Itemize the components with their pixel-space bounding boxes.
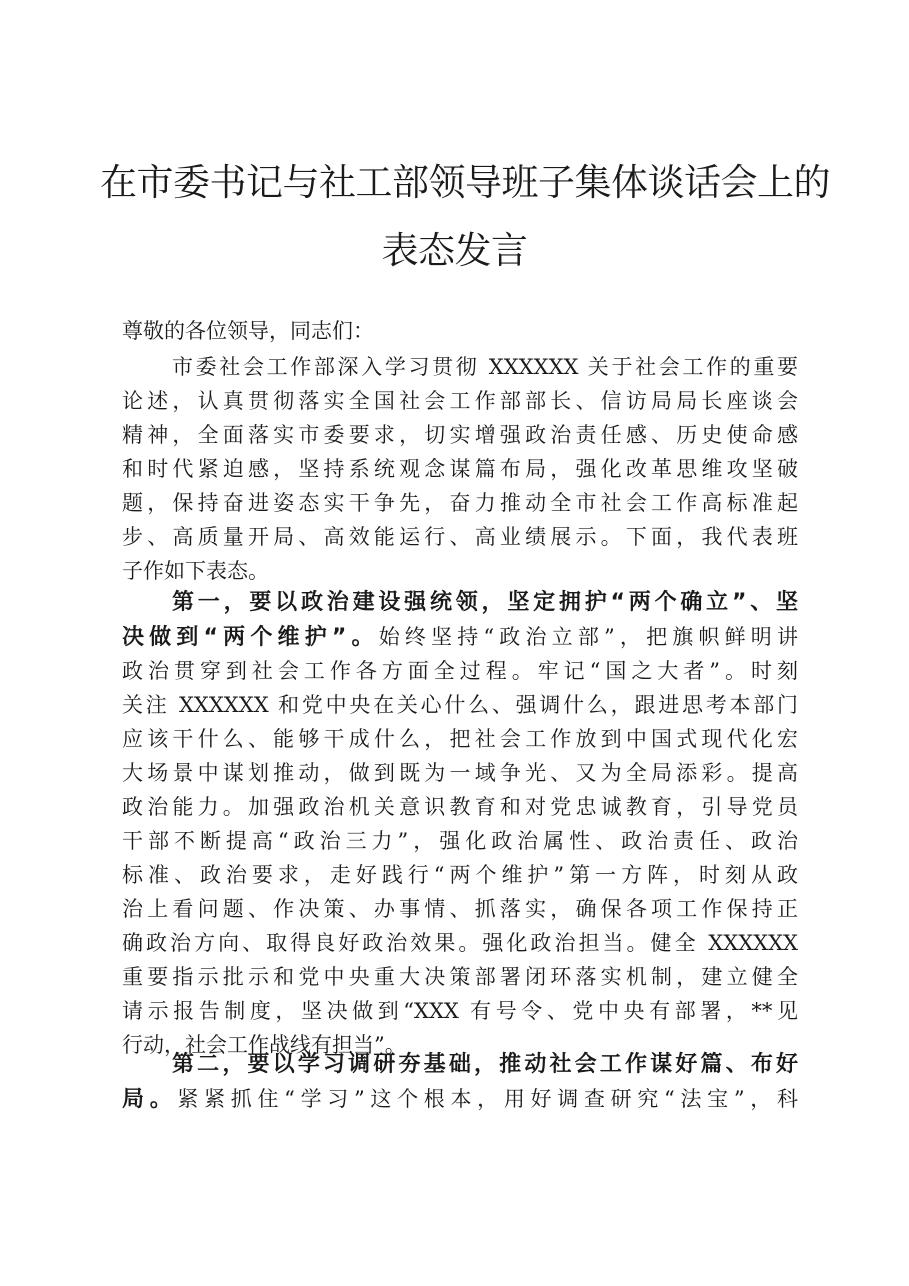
section-heading-line: 第一，要以政治建设强统领，坚定拥护“两个确立”、坚 bbox=[172, 590, 798, 615]
paragraph-3 bbox=[122, 1048, 798, 1116]
paragraph-2 bbox=[122, 586, 798, 1062]
paragraph-line: 请示报告制度，坚决做到“XXX 有号令、党中央有部署，**见 bbox=[122, 999, 798, 1023]
paragraph-line bbox=[122, 1082, 798, 1116]
paragraph-text: 紧紧抓住“学习”这个根本，用好调查研究“法宝”，科 bbox=[177, 1087, 798, 1111]
salutation: 尊敬的各位领导，同志们： bbox=[122, 319, 374, 343]
section-heading-line: 第二，要以学习调研夯基础，推动社会工作谋好篇、布好 bbox=[172, 1052, 798, 1077]
paragraph-text: 始终坚持“政治立部”，把旗帜鲜明讲 bbox=[378, 625, 798, 649]
paragraph-line: 步、高质量开局、高效能运行、高业绩展示。下面，我代表班 bbox=[122, 525, 798, 549]
document-title-line-2: 表态发言 bbox=[381, 229, 528, 272]
paragraph-line bbox=[122, 620, 798, 654]
paragraph-line: 题，保持奋进姿态实干争先，奋力推动全市社会工作高标准起 bbox=[122, 491, 798, 515]
paragraph-line: 干部不断提高“政治三力”，强化政治属性、政治责任、政治 bbox=[122, 829, 798, 853]
paragraph-line: 精神，全面落实市委要求，切实增强政治责任感、历史使命感 bbox=[122, 423, 798, 447]
paragraph-line: 政治能力。加强政治机关意识教育和对党忠诚教育，引导党员 bbox=[122, 795, 798, 819]
paragraph-1 bbox=[122, 350, 798, 588]
paragraph-line: 确政治方向、取得良好政治效果。强化政治担当。健全 XXXXXX bbox=[122, 931, 798, 955]
paragraph-line: 子作如下表态。 bbox=[122, 559, 269, 583]
section-heading-tail: 局。 bbox=[122, 1087, 178, 1112]
paragraph-line: 关注 XXXXXX 和党中央在关心什么、强调什么，跟进思考本部门 bbox=[122, 693, 798, 717]
section-heading-tail: 决做到“两个维护”。 bbox=[122, 625, 379, 650]
paragraph-line: 和时代紧迫感，坚持系统观念谋篇布局，强化改革思维攻坚破 bbox=[122, 457, 798, 481]
paragraph-line: 论述，认真贯彻落实全国社会工作部部长、信访局局长座谈会 bbox=[122, 389, 798, 413]
paragraph-line: 重要指示批示和党中央重大决策部署闭环落实机制，建立健全 bbox=[122, 965, 798, 989]
paragraph-line: 应该干什么、能够干成什么，把社会工作放到中国式现代化宏 bbox=[122, 727, 798, 751]
paragraph-line: 标准、政治要求，走好践行“两个维护”第一方阵，时刻从政 bbox=[122, 863, 798, 887]
document-title-line-1: 在市委书记与社工部领导班子集体谈话会上的 bbox=[100, 161, 830, 204]
paragraph-line: 大场景中谋划推动，做到既为一域争光、又为全局添彩。提高 bbox=[122, 761, 798, 785]
paragraph-line: 政治贯穿到社会工作各方面全过程。牢记“国之大者”。时刻 bbox=[122, 659, 798, 683]
paragraph-line: 市委社会工作部深入学习贯彻 XXXXXX 关于社会工作的重要 bbox=[172, 355, 798, 379]
paragraph-line: 行动，社会工作战线有担当”。 bbox=[122, 1033, 406, 1057]
paragraph-line: 治上看问题、作决策、办事情、抓落实，确保各项工作保持正 bbox=[122, 897, 798, 921]
